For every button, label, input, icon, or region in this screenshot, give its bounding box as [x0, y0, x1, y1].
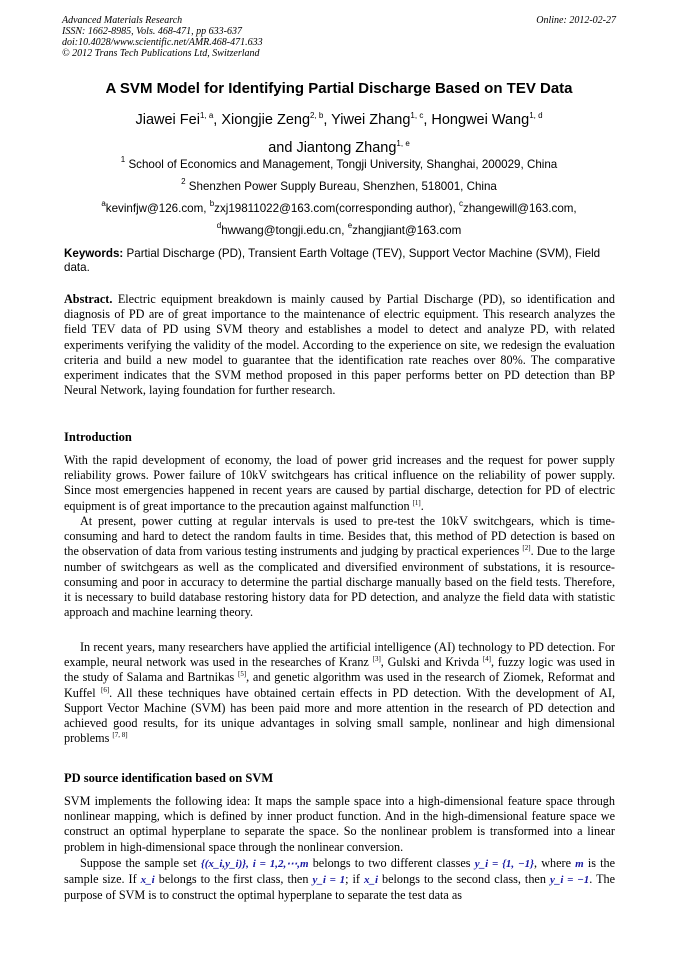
keywords	[64, 247, 616, 275]
email-link[interactable]: zhangjiant@163.com	[352, 224, 462, 237]
intro-paragraph-1: With the rapid development of economy, the load of power grid increases and the request for power supply reliability grows. Power failure of 10kV switchgears has critical influence on the reliability of power supply. Since most emergencies happened in recent years are caused by partial discharge, detection for PD of electric equipment is of great importance to the precaution against malfunction [1].	[64, 453, 615, 513]
citation[interactable]: [4]	[482, 655, 491, 664]
author-affil-sup: 2, b	[310, 111, 324, 120]
email-link[interactable]: zhangewill@163.com,	[463, 202, 577, 215]
citation[interactable]: [6]	[100, 685, 110, 694]
citation[interactable]: [2]	[522, 544, 531, 553]
author-name: Jiawei Fei	[135, 112, 200, 128]
author-name: Xiongjie Zeng	[221, 112, 311, 128]
email-line-1: $^a$kevinfjw@126.com, $^b$zxj19811022@163.com(corresponding author), $^c$zhangewill@163.com,	[101, 199, 577, 215]
math-sample-set: {(x_i,y_i)}, i = 1,2,⋯,m	[200, 858, 309, 870]
author-affil-sup: 1, a	[199, 111, 214, 120]
email-line-2: $^d$hwwang@tongji.edu.cn, $^e$zhangjiant@163.com	[216, 221, 462, 237]
author-affil-sup: 1, c	[410, 111, 424, 120]
email-link[interactable]: zxj19811022@163.com(corresponding author),	[214, 202, 456, 215]
author-name: Jiantong Zhang	[296, 140, 397, 156]
intro-paragraph-2: At present, power cutting at regular intervals is used to pre-test the 10kV switchgears, which is time-consuming and hard to detect the random faults in time. Besides that, this method of PD detection is based on the observation of data from various testing instruments and judging by practical experiences [2]. Due to the large number of switchgears as well as the complicated and diversified environment of substations, it is resource-consuming and poor in accuracy to determine the partial discharge manually based on the field tests. Therefore, it is necessary to build database restoring history data for PD detection, and analyze the field data with statistic approach and machine learning theory.	[64, 514, 615, 620]
author-affil-sup: 1, d	[529, 111, 543, 120]
math-xi: x_i	[140, 874, 155, 887]
math-y-negative: y_i = −1	[549, 874, 590, 887]
section-heading-introduction: Introduction	[64, 430, 132, 444]
keywords-text: Partial Discharge (PD), Transient Earth Voltage (TEV), Support Vector Machine (SVM), Field data.	[64, 247, 601, 274]
author-affil-sup: 1, e	[396, 139, 410, 148]
citation[interactable]: [1]	[412, 498, 421, 507]
keywords-label: Keywords:	[64, 247, 124, 260]
paper-title: A SVM Model for Identifying Partial Discharge Based on TEV Data	[105, 80, 573, 97]
journal-name: Advanced Materials Research	[62, 15, 183, 26]
citation[interactable]: [5]	[237, 670, 247, 679]
abstract-text: Electric equipment breakdown is mainly caused by Partial Discharge (PD), so identification and diagnosis of PD are of great importance to the maintenance of electric equipment. This research analyzes the field TEV data of PD using SVM theory and establishes a model to detect and analyze PD, with related experiments verifying the validity of the model. According to the experience on site, we redesign the evaluation criteria and build a new model to guarantee that the identification rate reaches over 80%. The comparative experiment indicates that the SVM method proposed in this paper performs better on PD detection than BP Neural Network, laying foundation for further research.	[64, 292, 615, 398]
copyright-line: © 2012 Trans Tech Publications Ltd, Switzerland	[62, 48, 260, 59]
email-link[interactable]: kevinfjw@126.com,	[105, 202, 207, 215]
svm-paragraph-2: Suppose the sample set {(x_i,y_i)}, i = 1,2,⋯,m belongs to two different classes y_i = {1, −1}, where m is the sample size. If x_i belongs to the first class, then y_i = 1; if x_i belongs to the second class, then y_i = −1. The purpose of SVM is to construct the optimal hyperplane to separate the test data as	[64, 856, 616, 903]
author-name: Yiwei Zhang	[331, 112, 411, 128]
issn-line: ISSN: 1662-8985, Vols. 468-471, pp 633-637	[62, 26, 242, 37]
math-m: m	[575, 858, 584, 870]
author-name: Hongwei Wang	[431, 112, 530, 128]
affiliation-2: $^2$ Shenzhen Power Supply Bureau, Shenzhen, 518001, China	[181, 177, 497, 193]
online-date: Online: 2012-02-27	[536, 15, 616, 26]
intro-paragraph-3: In recent years, many researchers have applied the artificial intelligence (AI) technology to PD detection. For example, neural network was used in the researches of Kranz [3], Gulski and Krivda [4], fuzzy logic was used in the study of Salama and Bartnikas [5], and genetic algorithm was used in the research of Ziomek, Reformat and Kuffel [6]. All these techniques have obtained certain effects in PD detection. With the development of AI, Support Vector Machine (SVM) has been paid more and more attention in the research of PD detection and achieved good results, for its unique advantages in solving small sample, nonlinear and high dimensional problems [7, 8]	[64, 640, 616, 746]
math-xi: x_i	[363, 874, 379, 887]
svm-paragraph-1: SVM implements the following idea: It maps the sample space into a high-dimensional feature space through nonlinear mapping, which is defined by inner product function. And in the high-dimensional feature space we construct an optimal hyperplane to separate the space. So the nonlinear problem is transformed into a linear problem in high-dimensional space through the nonlinear conversion.	[64, 794, 615, 854]
email-link[interactable]: hwwang@tongji.edu.cn,	[221, 224, 345, 237]
page-header	[62, 15, 616, 59]
author-and: and	[268, 140, 293, 156]
citation[interactable]: [7, 8]	[112, 731, 128, 740]
author-list: Jiawei Fei$^{1, a}$, Xiongjie Zeng$^{2, b}$, Yiwei Zhang$^{1, c}$, Hongwei Wang$^{1, d}$ and Jiantong Zhang$^{1, e}$	[135, 111, 543, 156]
abstract	[64, 292, 615, 398]
section-heading-svm: PD source identification based on SVM	[64, 771, 274, 785]
citation[interactable]: [3]	[372, 655, 381, 664]
math-classes: y_i = {1, −1}	[474, 858, 535, 870]
affiliation-1: $^1$ School of Economics and Management, Tongji University, Shanghai, 200029, China	[120, 155, 558, 171]
abstract-label: Abstract.	[64, 292, 113, 306]
math-y-positive: y_i = 1	[312, 874, 346, 887]
doi-line: doi:10.4028/www.scientific.net/AMR.468-471.633	[62, 37, 263, 48]
